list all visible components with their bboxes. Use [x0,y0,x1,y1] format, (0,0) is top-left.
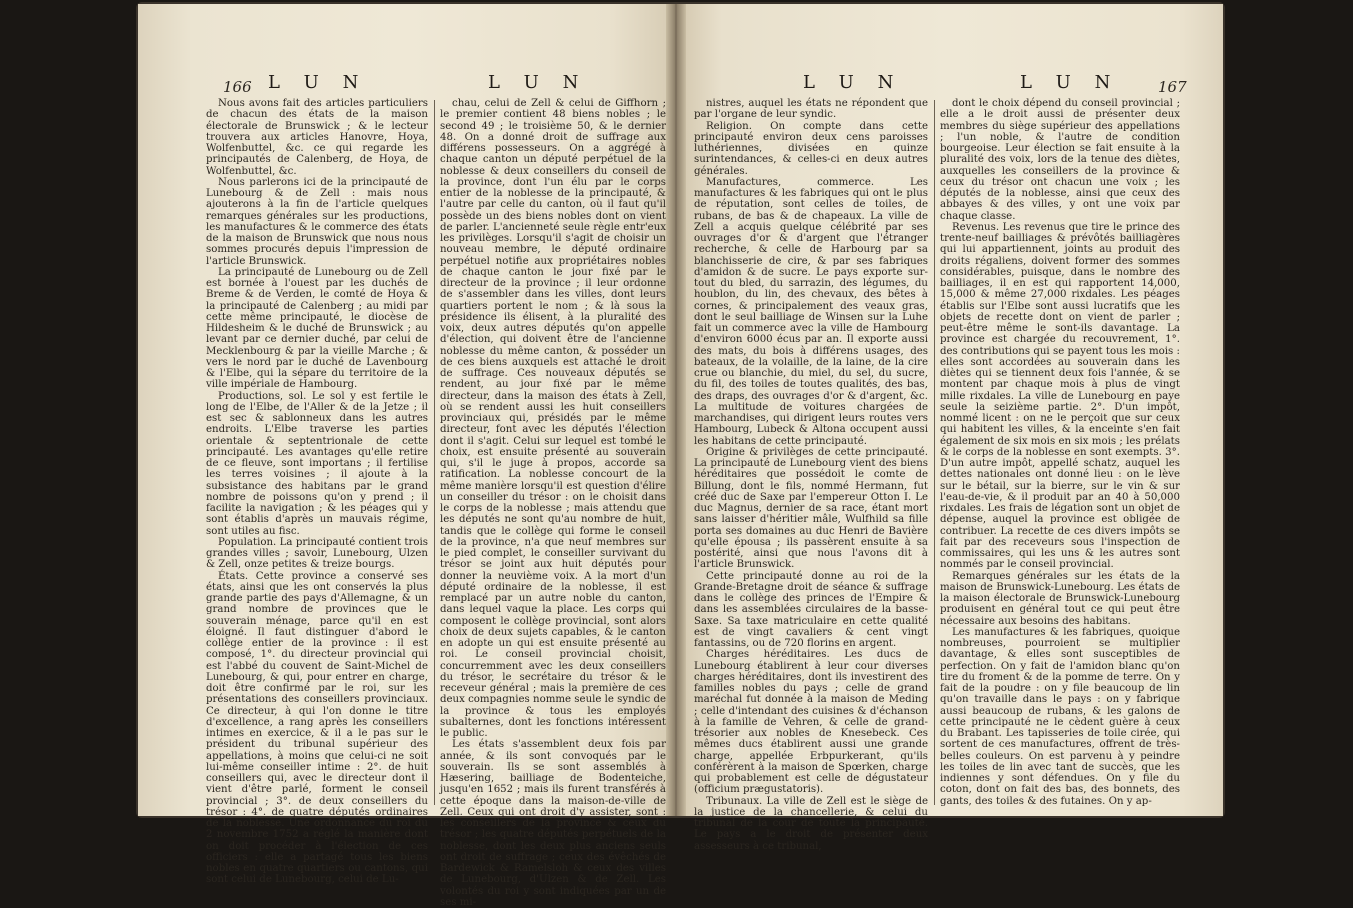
page-number-left: 166 [223,78,252,96]
left-page-header [138,72,674,98]
page-number-right: 167 [1158,78,1187,96]
paragraph: Nous parlerons ici de la principauté de Lunebourg & de Zell : mais nous ajouterons à la fin de l'article quelques remarques générales sur les productions, les manufactures & le commerce des états de la maison de Brunswick que nous nous sommes procurés depuis l'impression de l'article Brunswick. [206,176,428,267]
paragraph: Tribunaux. La ville de Zell est le siège de la justice de la chancellerie, & celui du tribunal de la cour de toute la principauté. Le pays a le droit de présenter deux assesseurs à ce tribunal, [694,795,928,852]
running-head-right-inner: L U N [803,72,903,93]
left-page-column-2 [440,98,666,908]
paragraph: Charges héréditaires. Les ducs de Lunebourg établirent à leur cour diverses charges héréditaires, dont ils investirent des familles nobles du pays ; celle de grand maréchal fut donnée à la maison de Meding ; celle d'intendant des cuisines & d'échanson à la famille de Vehren, & celle de grand-trésorier aux nobles de Knesebeck. Ces mêmes ducs établirent aussi une grande charge, appellée Erbpurkerant, qu'ils conférèrent à la maison de Spœrken, charge qui probablement est celle de dégustateur (officium prægustatoris). [694,649,928,796]
paragraph: Les états s'assemblent deux fois par année, & ils sont convoqués par le souverain. Ils se sont assemblés à Hæsering, bailliage de Bodenteiche, jusqu'en 1652 ; mais ils furent transférés à cette époque dans la maison-de-ville de Zell. Ceux qui ont droit d'y assister, sont : les conseillers de la province & ceux du trésor ; les quatre députés perpétuels de la noblesse, dont les deux plus anciens seuls ont droit de suffrage ; ceux des évêchés de Bardewick & Ramelsloh & ceux des villes de Lunebourg, d'Ulzen & de Zell. Les volontés du roi y sont indiquées par un de ses mi- [440,739,666,908]
paragraph: Origine & privilèges de cette principauté. La principauté de Lunebourg vient des biens héréditaires que possédoit le comte de Billung, dont le fils, nommé Hermann, fut créé duc de Saxe par l'empereur Otton I. Le duc Magnus, dernier de sa race, étant mort sans laisser d'héritier mâle, Wulfhild sa fille porta ses domaines au duc Henri de Bavière qu'elle épousa ; ils passèrent ensuite à sa postérité, ainsi que nous l'avons dit à l'article Brunswick. [694,446,928,571]
right-page-column-1 [694,98,928,852]
open-book [138,4,1223,908]
paragraph: Nous avons fait des articles particuliers de chacun des états de la maison électorale de Brunswick ; & le lecteur trouvera aux articles Hanovre, Hoya, Wolfenbuttel, &c. ce qui regarde les principautés de Calenberg, de Hoya, de Wolfenbuttel, &c. [206,98,428,177]
left-page [138,4,674,908]
paragraph: Productions, sol. Le sol y est fertile le long de l'Elbe, de l'Aller & de la Jetze ; il est sec & sablonneux dans les autres endroits. L'Elbe traverse les parties orientale & septentrionale de cette principauté. Les avantages qu'elle retire de ce fleuve, sont importans ; il fertilise les terres voisines ; il ajoute à la subsistance des habitans par le grand nombre de poissons qu'on y prend ; il facilite la navigation ; & les péages qui y sont établis d'après un mauvais régime, sont utiles au fisc. [206,390,428,537]
paragraph: dont le choix dépend du conseil provincial ; elle a le droit aussi de présenter deux membres du siège supérieur des appellations ; l'un noble, & l'autre de condition bourgeoise. Leur élection se fait ensuite à la pluralité des voix, lors de la tenue des diètes, auxquelles les conseillers de la province & ceux du trésor ont chacun une voix ; les députés de la noblesse, ainsi que ceux des abbayes & des villes, y ont une voix par chaque classe. [940,98,1180,222]
left-page-column-1 [206,98,428,886]
book-gutter [666,4,686,816]
paragraph: Cette principauté donne au roi de la Grande-Bretagne droit de séance & suffrage dans le collège des princes de l'Empire & dans les assemblées circulaires de la basse-Saxe. Sa taxe matriculaire en cette qualité est de vingt cavaliers & cent vingt fantassins, ou de 720 florins en argent. [694,570,928,649]
column-divider [434,100,435,805]
paragraph: chau, celui de Zell & celui de Giffhorn ; le premier contient 48 biens nobles ; le second 49 ; le troisième 50, & le dernier 48. On a donné droit de suffrage aux différens possesseurs. On a aggrégé à chaque canton un député perpétuel de la noblesse & deux conseillers du conseil de la province, dont l'un élu par le corps entier de la noblesse de la principauté, & l'autre par celle du canton, où il faut qu'il possède un des biens nobles dont on vient de parler. L'ancienneté seule règle entr'eux les privilèges. Lorsqu'il s'agit de choisir un nouveau membre, le député ordinaire perpétuel notifie aux propriétaires nobles de chaque canton le jour fixé par le directeur de la province ; il leur ordonne de s'assembler dans les villes, dont leurs quartiers portent le nom ; & là sous la présidence ils élisent, à la pluralité des voix, deux autres députés qu'on appelle d'élection, qui doivent être de l'ancienne noblesse du même canton, & posséder un de ces biens auxquels est attaché le droit de suffrage. Ces nouveaux députés se rendent, au jour fixé par le même directeur, dans la maison des états à Zell, où se rendent aussi les huit conseillers provinciaux qui, présidés par le même directeur, font avec les députés l'élection dont il s'agit. Celui sur lequel est tombé le choix, est ensuite présenté au souverain qui, s'il le juge à propos, accorde sa ratification. La noblesse concourt de la même manière lorsqu'il est question d'élire un conseiller du trésor : on le choisit dans le corps de la noblesse ; mais attendu que les députés ne sont qu'au nombre de huit, tandis que le collège qui forme le conseil de la province, n'a que neuf membres sur le pied complet, le conseiller survivant du trésor se joint aux huit députés pour donner la neuvième voix. A la mort d'un député ordinaire de la noblesse, il est remplacé par un autre noble du canton, dans lequel vaque la place. Les corps qui composent le collège provincial, sont alors choix de deux sujets capables, & le canton en adopte un qui est ensuite présenté au roi. Le conseil provincial choisit, concurremment avec les deux conseillers du trésor, le secrétaire du trésor & le receveur général ; mais la première de ces deux compagnies nomme seule le syndic de la province & tous les employés subalternes, dont les fonctions intéressent le public. [440,98,666,739]
running-head-left-inner: L U N [488,72,588,93]
right-page-header [678,72,1223,98]
right-page [678,4,1223,852]
paragraph: Population. La principauté contient trois grandes villes ; savoir, Lunebourg, Ulzen & Zell, onze petites & treize bourgs. [206,536,428,571]
column-divider [934,100,935,805]
paragraph: Revenus. Les revenus que tire le prince des trente-neuf bailliages & prévôtés bailliagères qui lui appartiennent, joints au produit des droits régaliens, doivent former des sommes considérables, puisque, dans le nombre des bailliages, il en est qui rapportent 14,000, 15,000 & même 27,000 rixdales. Les péages établis sur l'Elbe sont aussi lucratifs que les objets de recette dont on vient de parler ; peut-être même le sont-ils davantage. La province est chargée du recouvrement, 1°. des contributions qui se payent tous les mois : elles sont accordées au souverain dans les diètes qui se tiennent deux fois l'année, & se montent par chaque mois à plus de vingt mille rixdales. La ville de Lunebourg en paye seule la seizième partie. 2°. D'un impôt, nommé licent : on ne le perçoit que sur ceux qui habitent les villes, & la enceinte s'en fait également de six mois en six mois ; les prélats & le corps de la noblesse en sont exempts. 3°. D'un autre impôt, appellé schatz, auquel les dettes nationales ont donné lieu : on le lève sur le bétail, sur la bierre, sur le vin & sur l'eau-de-vie, & il produit par an 40 à 50,000 rixdales. Les frais de légation sont un objet de dépense, auquel la province est obligée de contribuer. La recette de ces divers impôts se fait par des receveurs sous l'inspection de commissaires, qui les uns & les autres sont nommés par le conseil provincial. [940,221,1180,571]
paragraph: La principauté de Lunebourg ou de Zell est bornée à l'ouest par les duchés de Breme & de Verden, le comté de Hoya & la principauté de Calenberg ; au midi par cette même principauté, le diocèse de Hildesheim & le duché de Brunswick ; au levant par ce dernier duché, par celui de Mecklenbourg & par la vieille Marche ; & vers le nord par le duché de Lavenbourg & l'Elbe, qui la sépare du territoire de la ville impériale de Hambourg. [206,266,428,391]
running-head-right-outer: L U N [1020,72,1120,93]
paragraph: Les manufactures & les fabriques, quoique nombreuses, pourroient se multiplier davantage, & elles sont susceptibles de perfection. On y fait de l'amidon blanc qu'on tire du froment & de la pomme de terre. On y fait de la poudre : on y file beaucoup de lin qu'on travaille dans le pays : on y fabrique aussi beaucoup de rubans, & les galons de cette principauté ne le cèdent guère à ceux du Brabant. Les tapisseries de toile cirée, qui sortent de ces manufactures, offrent de très-belles couleurs. On est parvenu à y peindre les toiles de lin avec tant de succès, que les indiennes y sont défendues. On y file du coton, dont on fait des bas, des bonnets, des gants, des toiles & des futaines. On y ap- [940,626,1180,807]
paragraph: Manufactures, commerce. Les manufactures & les fabriques qui ont le plus de réputation, sont celles de toiles, de rubans, de bas & de chapeaux. La ville de Zell a acquis quelque célébrité par ses ouvrages d'or & d'argent que l'étranger recherche, & celle de Harbourg par sa blanchisserie de cire, & par ses fabriques d'amidon & de sucre. Le pays exporte sur-tout du bled, du sarrazin, des légumes, du houblon, du lin, des chevaux, des bêtes à cornes, & principalement des veaux gras, dont le seul bailliage de Winsen sur la Luhe fait un commerce avec la ville de Hambourg d'environ 6000 écus par an. Il exporte aussi des mats, du bois à différens usages, des bateaux, de la volaille, de la laine, de la cire crue ou blanchie, du miel, du sel, du sucre, du fil, des toiles de toutes qualités, des bas, des draps, des ouvrages d'or & d'argent, &c. La multitude de voitures chargées de marchandises, qui dirigent leurs routes vers Hambourg, Lubeck & Altona occupent aussi les habitans de cette principauté. [694,176,928,447]
right-page-column-2 [940,98,1180,810]
paragraph: Remarques générales sur les états de la maison de Brunswick-Lunebourg. Les états de la maison électorale de Brunswick-Lunebourg produisent en général tout ce qui peut être nécessaire aux besoins des habitans. [940,570,1180,627]
paragraph: nistres, auquel les états ne répondent que par l'organe de leur syndic. [694,98,928,121]
running-head-left-outer: L U N [268,72,368,93]
paragraph: États. Cette province a conservé ses états, ainsi que les ont conservés la plus grande partie des pays d'Allemagne, & un grand nombre de provinces que le souverain ménage, parce qu'il en est éloigné. Il faut distinguer d'abord le collège entier de la province : il est composé, 1°. du directeur provincial qui est l'abbé du couvent de Saint-Michel de Lunebourg, & qui, pour entrer en charge, doit être confirmé par le roi, sur les présentations des conseillers provinciaux. Ce directeur, à qui l'on donne le titre d'excellence, a rang après les conseillers intimes en exercice, & il a le pas sur le président du tribunal supérieur des appellations, à moins que celui-ci ne soit lui-même conseiller intime : 2°. de huit conseillers qui, avec le directeur dont il vient d'être parlé, forment le conseil provincial ; 3°. de deux conseillers du trésor : 4°. de quatre députés ordinaires de la noblesse. Une ordonnance du roi du 2 novembre 1752 a réglé la manière dont on doit procéder à l'élection de ces officiers : elle a partagé tous les biens nobles en quatre quartiers ou cantons, qui sont celui de Lunebourg, celui de Lu- [206,570,428,886]
paragraph: Religion. On compte dans cette principauté environ deux cens paroisses luthériennes, divisées en quinze surintendances, & celles-ci en deux autres générales. [694,120,928,177]
